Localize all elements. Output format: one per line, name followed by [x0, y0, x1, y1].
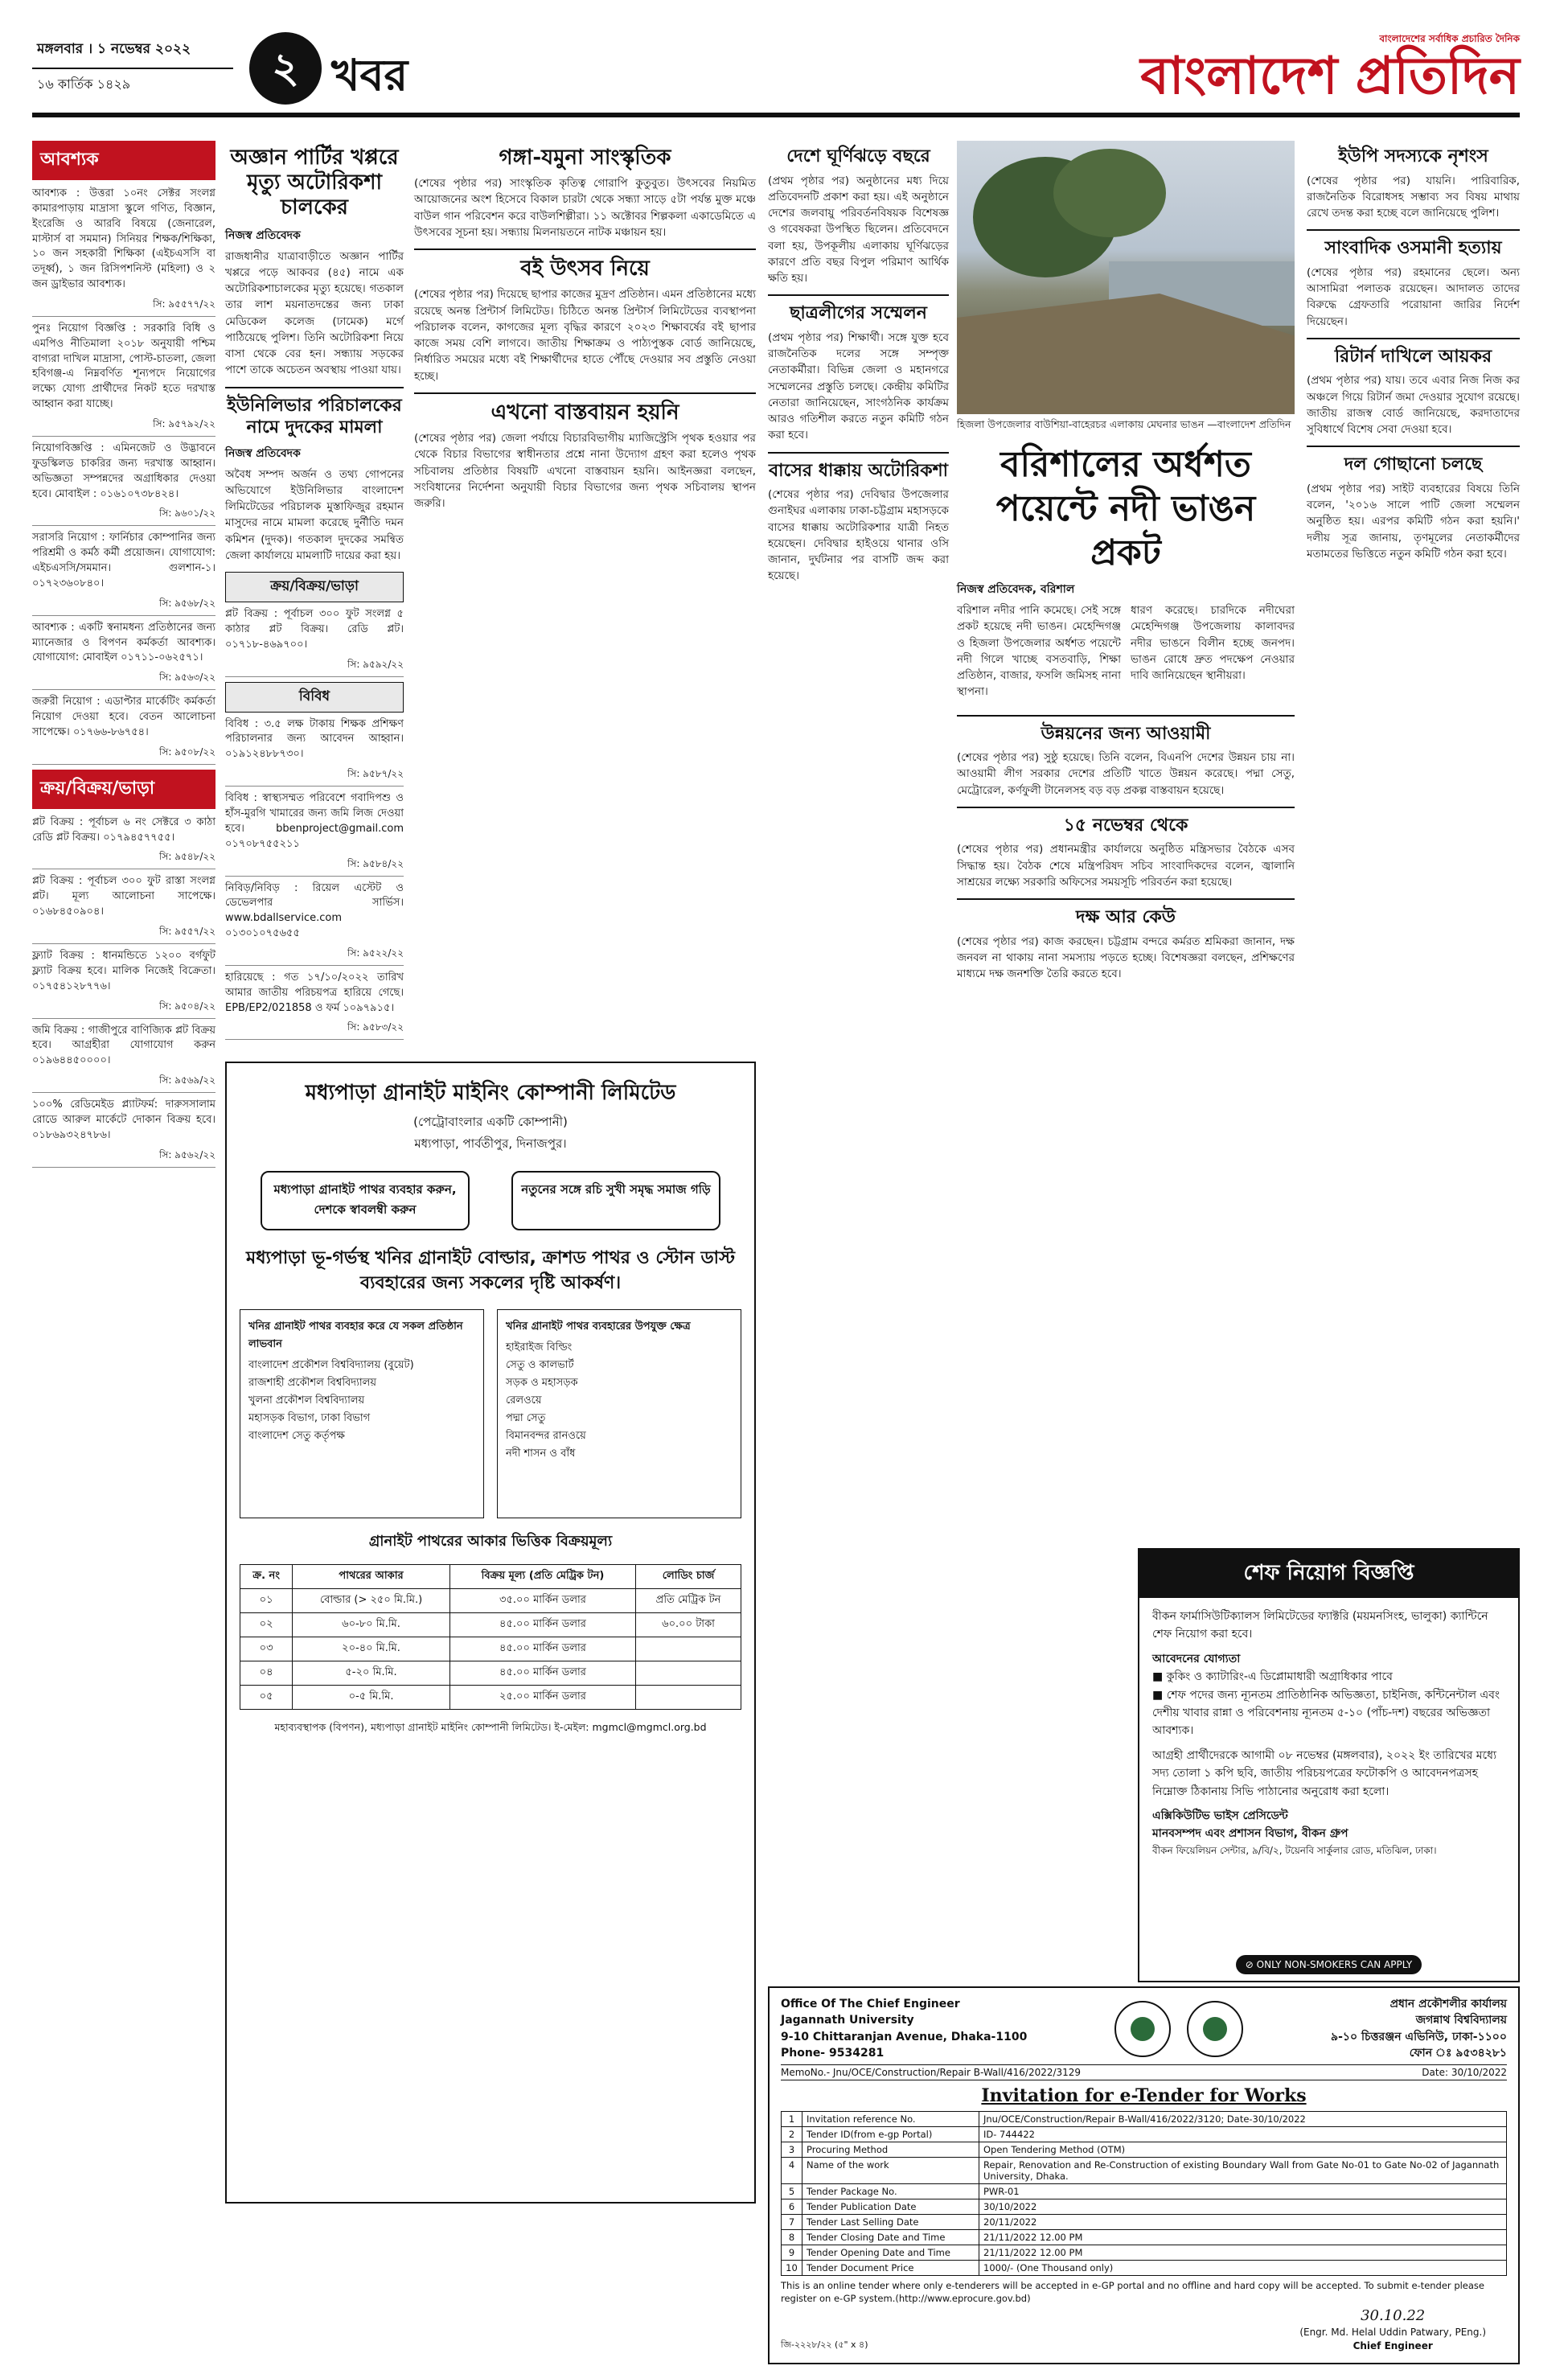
buy-sell-list: [32, 815, 215, 1168]
table-cell: ০২: [240, 1612, 293, 1637]
classified-ref: সি: ৯৫৮৪/২২: [225, 857, 404, 877]
article-body: ধারণ করেছে। চারদিকে নদীঘেরা মেহেন্দিগঞ্জ উপজেলায় কালাবদর নদীর ভাঙনে বিলীন হচ্ছে জনপদ। ভাঙন রোধে দ্রুত পদক্ষেপ নেওয়ার দাবি জানিয়েছেন স্থানীয়রা।: [1131, 604, 1295, 682]
headline-barishal: বরিশালের অর্ধশত পয়েন্টে নদী ভাঙন প্রকট: [995, 444, 1256, 573]
ad-footer: মহাব্যবস্থাপক (বিপণন), মধ্যপাড়া গ্রানাইট মাইনিং কোম্পানী লিমিটেড। ই-মেইল: mgmcl@mgmcl.org.bd: [274, 1720, 707, 1733]
issue-date-bangla: ১৬ কার্তিক ১৪২৯: [32, 68, 233, 95]
headline-tax: রিটার্ন দাখিলে আয়কর: [1334, 345, 1492, 367]
headline-up-member: ইউপি সদস্যকে নৃশংস: [1338, 146, 1488, 166]
classified-list: [32, 187, 215, 765]
classified-ref: সি: ৯৬০১/২২: [32, 507, 215, 526]
divider: [1307, 229, 1520, 231]
classified-ref: সি: ৯৫৮৭/২২: [225, 767, 404, 787]
list-item: বাংলাদেশ প্রকৌশল বিশ্ববিদ্যালয় (বুয়েট): [248, 1358, 414, 1371]
signature-block: [1299, 2306, 1486, 2353]
qualification-text: কুকিং ও ক্যাটারিং-এ ডিপ্লোমাধারী অগ্রাধিকার পাবে: [1166, 1670, 1393, 1684]
headline-students: ছাত্রলীগের সম্মেলন: [790, 302, 927, 324]
headline-autorickshaw: অজ্ঞান পার্টির খপ্পরে মৃত্যু অটোরিকশা চালকের: [230, 146, 399, 220]
classified-ref: সি: ৯৫৬৮/২২: [32, 597, 215, 616]
classified-ref: সি: ৯৫৬৩/২২: [32, 671, 215, 690]
headline-ganga: গঙ্গা-যমুনা সাংস্কৃতিক: [499, 146, 671, 170]
news-column-4: [768, 141, 949, 593]
list-item: সড়ক ও মহাসড়ক: [506, 1376, 578, 1389]
classified-item: হারিয়েছে : গত ১৭/১০/২০২২ তারিখ আমার জাতীয় পরিচয়পত্র হারিয়ে গেছে। EPB/EP2/021858 ও ফর্ম ১০৯৭৯১৫।: [225, 971, 404, 1014]
table-cell: ID- 744422: [979, 2127, 1507, 2142]
qualification-item: ■ শেফ পদের জন্য ন্যূনতম প্রাতিষ্ঠানিক অভিজ্ঞতা, চাইনিজ, কন্টিনেন্টাল এবং দেশীয় খাবার রান্না ও পরিবেশনায় ন্যূনতম ৫-১০ (পাঁচ-দশ) বছরের অভিজ্ঞতা আবশ্যক।: [1152, 1688, 1500, 1738]
classified-item: বিবিধ : স্বাস্থ্যসম্মত পরিবেশে গবাদিপশু ও হাঁস-মুরগি খামারের জন্য জমি লিজ দেওয়া হবে। bbenproject@gmail.com ০১৭০৮৭৫৫২১১: [225, 792, 404, 850]
university-seal-icon: [1114, 2001, 1171, 2057]
news-column-6: [1307, 141, 1520, 570]
table-cell: PWR-01: [979, 2184, 1507, 2199]
classified-ref: সি: ৯৫৫৭৭/২২: [32, 298, 215, 317]
table-cell: ২০-৪০ মি.মি.: [293, 1637, 450, 1661]
news-column-5: [957, 141, 1295, 990]
article-body: (শেষের পৃষ্ঠার পর) যায়নি। পারিবারিক, রাজনৈতিক বিরোধসহ সম্ভাব্য সব বিষয় মাথায় রেখে তদন্ত করা হচ্ছে বলে জানিয়েছে পুলিশ।: [1307, 174, 1520, 220]
article-body: (শেষের পৃষ্ঠার পর) প্রধানমন্ত্রীর কার্যালয়ে অনুষ্ঠিত মন্ত্রিসভার বৈঠকে এসব সিদ্ধান্ত হয়। বৈঠক শেষে মন্ত্রিপরিষদ সচিব সাংবাদিকদের বলেন, জ্বালানি সাশ্রয়ের লক্ষ্যে সরকারি অফিসের সময়সূচি পরিবর্তন করা হয়েছে।: [957, 843, 1295, 889]
headline-unilever: ইউনিলিভার পরিচালকের নামে দুদকের মামলা: [227, 394, 402, 438]
signer-title: Chief Engineer: [1353, 2340, 1433, 2352]
divider: [957, 807, 1295, 808]
ad-slogans: [240, 1171, 741, 1230]
table-cell: 21/11/2022 12.00 PM: [979, 2230, 1507, 2245]
tender-title: Invitation for e-Tender for Works: [981, 2085, 1307, 2107]
table-cell: Open Tendering Method (OTM): [979, 2142, 1507, 2158]
table-header-row: [240, 1564, 741, 1588]
divider: [1307, 446, 1520, 447]
table-cell: ৬০.০০ টাকা: [636, 1612, 741, 1637]
ad-list-uses: [497, 1309, 741, 1518]
article-body: (শেষের পৃষ্ঠার পর) জেলা পর্যায়ে বিচারবিভাগীয় ম্যাজিস্ট্রেসি পৃথক হওয়ার পর থেকে বিচার বিভাগের স্বাধীনতার প্রশ্নে নানা উদ্যোগ গ্রহণ করা হলেও পৃথক সচিবালয় প্রতিষ্ঠার বিষয়টি এখনো বাস্তবায়ন হয়নি। আইনজ্ঞরা বলছেন, সংবিধানের নির্দেশনা অনুযায়ী বিচার বিভাগের জন্য পৃথক সচিবালয় স্থাপন জরুরি।: [414, 432, 756, 511]
table-cell: Invitation reference No.: [802, 2112, 979, 2127]
chef-ad-heading: শেফ নিয়োগ বিজ্ঞপ্তি: [1139, 1550, 1518, 1598]
office-line: ফোন ঃ ৯৫৩৪২৮১: [1409, 2046, 1507, 2060]
classifieds-heading: আবশ্যক: [32, 141, 215, 180]
news-column-3: [414, 141, 756, 520]
byline: নিজস্ব প্রতিবেদক: [225, 228, 301, 242]
classified-item: প্লট বিক্রয় : পূর্বাচল ৩০০ ফুট সংলগ্ন ৫ কাঠার প্লট বিক্রয়। রেডি প্লট। ০১৭১৮-৪৬৯৭০০।: [225, 608, 404, 651]
price-table: [240, 1564, 741, 1710]
classified-ref: সি: ৯৫২২/২২: [225, 947, 404, 966]
byline: নিজস্ব প্রতিবেদক, বরিশাল: [957, 583, 1075, 596]
table-cell: ০-৫ মি.মি.: [293, 1685, 450, 1709]
masthead-rule: [32, 113, 1520, 117]
table-cell: [636, 1661, 741, 1685]
table-cell: ৫-২০ মি.মি.: [293, 1661, 450, 1685]
article-body: (শেষের পৃষ্ঠার পর) সাংস্কৃতিক কৃতিত্ব গোরাপি কুতুবুত। উৎসবের নিয়মিত আয়োজনের অংশ হিসেবে বিকাল চারটা থেকে সন্ধ্যা সাড়ে ৫টা পর্যন্ত মুক্ত মঞ্চে বাউল গান পরিবেশন করে বাউলশিল্পীরা। ১১ অক্টোবর শিল্পকলা একাডেমিতে এ উৎসবের সূচনা হয়। সন্ধ্যায় মিলনায়তনে নাটক মঞ্চায়ন হয়।: [414, 177, 756, 239]
table-row: [782, 2245, 1507, 2261]
price-table-title: গ্রানাইট পাথরের আকার ভিত্তিক বিক্রয়মূল্য: [368, 1532, 613, 1550]
table-cell: 4: [782, 2158, 802, 2184]
office-line: ৯-১০ চিত্তরঞ্জন এভিনিউ, ঢাকা-১১০০: [1331, 2030, 1507, 2043]
table-cell: Repair, Renovation and Re-Construction of existing Boundary Wall from Gate No-01 to Gate No-02 of Jagannath University, Dhaka.: [979, 2158, 1507, 2184]
table-cell: 20/11/2022: [979, 2215, 1507, 2230]
qualification-item: ■ কুকিং ও ক্যাটারিং-এ ডিপ্লোমাধারী অগ্রাধিকার পাবে: [1152, 1670, 1393, 1684]
article-columns: [957, 602, 1295, 709]
table-header: পাথরের আকার: [293, 1564, 450, 1588]
divider: [768, 452, 949, 454]
table-row: [782, 2142, 1507, 2158]
table-row: [782, 2230, 1507, 2245]
office-line: Office Of The Chief Engineer: [781, 1998, 960, 2011]
office-bangla: [1331, 1996, 1507, 2061]
table-cell: ২৫.০০ মার্কিন ডলার: [449, 1685, 635, 1709]
article-body: (প্রথম পৃষ্ঠার পর) শিক্ষার্থী। সঙ্গে যুক্ত হবে রাজনৈতিক দলের সঙ্গে সম্পৃক্ত নেতাকর্মীরা। বিভিন্ন জেলা ও মহানগরে সম্মেলনের প্রস্তুতি চলছে। কেন্দ্রীয় কমিটির নেতারা জানিয়েছেন, সাংগঠনিক কার্যক্রম আরও গতিশীল করতে নতুন কমিটি গঠন করা হবে।: [768, 331, 949, 442]
table-cell: ০৩: [240, 1637, 293, 1661]
list-item: রাজশাহী প্রকৌশল বিশ্ববিদ্যালয়: [248, 1376, 376, 1389]
table-row: [782, 2112, 1507, 2127]
classified-item: ফ্ল্যাট বিক্রয় : ধানমন্ডিতে ১২০০ বর্গফুট ফ্ল্যাট বিক্রয় হবে। মালিক নিজেই বিক্রেতা। ০১৭৫৪১২৮৭৭৬।: [32, 950, 215, 992]
classified-ref: সি: ৯৫০৮/২২: [32, 745, 215, 765]
tender-header: [781, 1996, 1507, 2061]
classified-ref: সি: ৯৫৬৯/২২: [32, 1074, 215, 1093]
table-row: [782, 2215, 1507, 2230]
table-row: [782, 2184, 1507, 2199]
tender-note: This is an online tender where only e-tenderers will be accepted in e-GP portal and no offline and hard copy will be accepted. To submit e-tender please register on e-GP system.(http://www.eprocure.gov.bd): [781, 2280, 1484, 2305]
list-item: হাইরাইজ বিল্ডিং: [506, 1341, 573, 1353]
table-cell: ৪৫.০০ মার্কিন ডলার: [449, 1661, 635, 1685]
classified-item: নিবিড়/নিবিড় : রিয়েল এস্টেট ও ডেভেলপার সার্ভিস। www.bdallservice.com ০১৩০১০৭৫৬৫৫: [225, 881, 404, 940]
table-cell: Tender Last Selling Date: [802, 2215, 979, 2230]
ad-slogan: নতুনের সঙ্গে রচি সুখী সমৃদ্ধ সমাজ গড়ি: [511, 1171, 720, 1230]
headline-awami: উন্নয়নের জন্য আওয়ামী: [1041, 722, 1211, 744]
logo-tagline: বাংলাদেশের সর্বাধিক প্রচারিত দৈনিক: [1379, 33, 1520, 44]
table-cell: Name of the work: [802, 2158, 979, 2184]
classified-item: জমি বিক্রয় : গাজীপুরে বাণিজ্যিক প্লট বিক্রয় হবে। আগ্রহীরা যোগাযোগ করুন ০১৯৬৪৪৫০০০০।: [32, 1024, 215, 1067]
page-number: ২: [249, 32, 322, 105]
office-line: Phone- 9534281: [781, 2046, 885, 2060]
table-cell: ০৫: [240, 1685, 293, 1709]
article-body: (প্রথম পৃষ্ঠার পর) সাইট ব্যবহারের বিষয়ে তিনি বলেন, '২০১৬ সালে পাটি জেলা সম্মেলন অনুষ্ঠিত হয়। এরপর কমিটি গঠন করা হয়নি।' দলীয় সূত্র জানায়, তৃণমূলের নেতাকর্মীদের মতামতের ভিত্তিতে নতুন কমিটি গঠন করা হবে।: [1307, 482, 1520, 561]
article-body: রাজধানীর যাত্রাবাড়ীতে অজ্ঞান পার্টির খপ্পরে পড়ে আকবর (৪৫) নামে এক অটোরিকশাচালকের মৃত্যু হয়েছে। গতকাল তার লাশ ময়নাতদন্তের জন্য ঢাকা মেডিকেল কলেজ (ঢামেক) মর্গে পাঠিয়েছে পুলিশ। তিনি অটোরিকশা নিয়ে বাসা থেকে বের হন। সন্ধ্যায় সড়কের পাশে তাকে অচেতন অবস্থায় পাওয়া যায়।: [225, 249, 404, 377]
table-cell: 5: [782, 2184, 802, 2199]
river-erosion-photo: [957, 141, 1295, 414]
list-item: সেতু ও কালভার্ট: [506, 1358, 574, 1371]
list-item: বাংলাদেশ সেতু কর্তৃপক্ষ: [248, 1430, 345, 1443]
table-cell: 8: [782, 2230, 802, 2245]
ad-company-name: মধ্যপাড়া গ্রানাইট মাইনিং কোম্পানী লিমিটেড: [305, 1081, 676, 1105]
classified-ref: সি: ৯৫০৪/২২: [32, 1000, 215, 1019]
article-body: (শেষের পৃষ্ঠার পর) দিয়েছে ছাপার কাজের মুদ্রণ প্রতিষ্ঠান। এমন প্রতিষ্ঠানের মধ্যে রয়েছে অনন্ত প্রিন্টার্স লিমিটেড। চিঠিতে অনন্ত প্রিন্টার্স লিমিটেডের ব্যবস্থাপনা পরিচালক বলেন, কাগজের মূল্য বৃদ্ধির কারণে ২০২৩ শিক্ষাবর্ষের বই ছাপার কাজে সময় বেশি লাগবে। জাতীয় শিক্ষাক্রম ও পাঠ্যপুস্তক বোর্ড জানিয়েছে, নির্ধারিত সময়ের মধ্যে বই শিক্ষার্থীদের হাতে পৌঁছে দেওয়ার সব প্রস্তুতি নেওয়া হচ্ছে।: [414, 288, 756, 383]
classified-ref: সি: ৯৫৪৮/২২: [32, 850, 215, 869]
photo-caption: হিজলা উপজেলার বাউশিয়া-বাহেরচর এলাকায় মেঘনার ভাঙন —বাংলাদেশ প্রতিদিন: [957, 418, 1291, 430]
address: বীকন ফিয়েলিয়ন সেন্টার, ৯/বি/২, টয়েনবি সার্কুলার রোড, মতিঝিল, ঢাকা।: [1152, 1844, 1437, 1856]
headline-bus: বাসের ধাক্কায় অটোরিকশা: [768, 459, 949, 481]
table-cell: প্রতি মেট্রিক টন: [636, 1588, 741, 1612]
non-smoker-badge: ⊘ ONLY NON-SMOKERS CAN APPLY: [1236, 1955, 1422, 1974]
divider: [957, 715, 1295, 717]
divider: [414, 248, 756, 250]
qualification-heading: আবেদনের যোগ্যতা: [1152, 1652, 1241, 1665]
ad-company-address: মধ্যপাড়া, পার্বতীপুর, দিনাজপুর।: [414, 1136, 567, 1151]
table-cell: 1000/- (One Thousand only): [979, 2261, 1507, 2276]
ad-slogan: মধ্যপাড়া গ্রানাইট পাথর ব্যবহার করুন, দেশকে স্বাবলম্বী করুন: [261, 1171, 470, 1230]
table-cell: 1: [782, 2112, 802, 2127]
table-row: [240, 1588, 741, 1612]
table-cell: 30/10/2022: [979, 2199, 1507, 2215]
badge-text: ONLY NON-SMOKERS CAN APPLY: [1256, 1959, 1413, 1970]
classified-item: প্লট বিক্রয় : পূর্বাচল ৬ নং সেক্টরে ৩ কাঠা রেডি প্লট বিক্রয়। ০১৭৯৪৫৭৭৫৫।: [32, 815, 215, 844]
ad-list-institutions: [240, 1309, 484, 1518]
classified-item: আবশ্যক : একটি স্বনামধন্য প্রতিষ্ঠানের জন্য ম্যানেজার ও বিপণন কর্মকর্তা আবশ্যক। যোগাযোগ: মোবাইল ০১৭১১-০৬২৫৭১।: [32, 621, 215, 664]
memo-line: [781, 2064, 1507, 2080]
headline-skilled: দক্ষ আর কেউ: [1076, 906, 1176, 927]
classified-item: নিয়োগবিজ্ঞপ্তি : এমিনজেট ও উদ্ভাবনে ফুডস্কিলড চাকরির জন্য দরখাস্ত আহ্বান। অভিজ্ঞতা সম্পন্নদের অগ্রাধিকার দেওয়া হবে। মোবাইল : ০১৬১০৭৩৮৪২৪।: [32, 442, 215, 500]
news-column-2: [225, 141, 404, 1045]
mujib-year-logo-icon: [1187, 2001, 1243, 2057]
list-item: খুলনা প্রকৌশল বিশ্ববিদ্যালয়: [248, 1394, 365, 1407]
divider: [1307, 338, 1520, 339]
headline-journalist: সাংবাদিক ওসমানী হত্যায়: [1324, 237, 1502, 259]
ad-lists: [240, 1309, 741, 1518]
memo-date: Date: 30/10/2022: [1422, 2067, 1507, 2079]
divider: [768, 294, 949, 296]
list-item: বিমানবন্দর রানওয়ে: [506, 1430, 586, 1443]
headline-books: বই উৎসব নিয়ে: [520, 257, 650, 281]
chef-recruitment-ad: [1138, 1548, 1520, 1982]
list-title: খনির গ্রানাইট পাথর ব্যবহার করে যে সকল প্রতিষ্ঠান লাভবান: [248, 1320, 463, 1350]
table-cell: 9: [782, 2245, 802, 2261]
table-header: বিক্রয় মূল্য (প্রতি মেট্রিক টন): [449, 1564, 635, 1588]
classified-ref: সি: ৯৫৭৯২/২২: [32, 417, 215, 437]
classified-item: পুনঃ নিয়োগ বিজ্ঞপ্তি : সরকারি বিধি ও এমপিও নীতিমালা ২০১৮ অনুযায়ী পশ্চিম বাগ্যরা দাখিল মাদ্রাসা, পোস্ট-চাতলা, জেলা হবিগঞ্জ-এ নিম্নবর্ণিত শূন্যপদে নিয়োগের লক্ষ্যে যোগ্য প্রার্থীদের নিকট হতে দরখাস্ত আহ্বান করা যাচ্ছে।: [32, 322, 215, 411]
list-item: মহাসড়ক বিভাগ, ঢাকা বিভাগ: [248, 1412, 371, 1425]
signer-name: (Engr. Md. Helal Uddin Patwary, PEng.): [1299, 2327, 1486, 2339]
article-body: (প্রথম পৃষ্ঠার পর) অনুষ্ঠানের মধ্য দিয়ে প্রতিবেদনটি প্রকাশ করা হয়। এই অনুষ্ঠানে দেশের জলবায়ু পরিবর্তনবিষয়ক বিশেষজ্ঞ ও গবেষকরা উপস্থিত ছিলেন। প্রতিবেদনে বলা হয়, উপকূলীয় এলাকায় ঘূর্ণিঝড়ের কারণে প্রতি বছর বিপুল পরিমাণ আর্থিক ক্ষতি হয়।: [768, 174, 949, 285]
seals: [1106, 1996, 1251, 2061]
table-row: [240, 1685, 741, 1709]
apply-instructions: আগ্রহী প্রার্থীদেরকে আগামী ০৮ নভেম্বর (মঙ্গলবার), ২০২২ ইং তারিখের মধ্যে সদ্য তোলা ১ কপি ছবি, জাতীয় পরিচয়পত্রের ফটোকপি ও আবেদনপত্রসহ নিম্নোক্ত ঠিকানায় সিভি পাঠানোর অনুরোধ করা হলো।: [1152, 1748, 1497, 1798]
table-cell: [636, 1637, 741, 1661]
newspaper-logo: [1069, 33, 1520, 106]
article-body: (প্রথম পৃষ্ঠার পর) যায়। তবে এবার নিজ নিজ কর অঞ্চলে গিয়ে রিটার্ন জমা দেওয়ার সুযোগ রয়েছে। জাতীয় রাজস্ব বোর্ড জানিয়েছে, করদাতাদের সুবিধার্থে বিশেষ সেবা দেওয়া হবে।: [1307, 374, 1520, 436]
article-body: (শেষের পৃষ্ঠার পর) রহমানের ছেলে। অন্য আসামিরা পলাতক রয়েছেন। আদালত তাদের বিরুদ্ধে গ্রেফতারি পরোয়ানা জারির নির্দেশ দিয়েছেন।: [1307, 265, 1520, 328]
chef-ad-intro: বীকন ফার্মাসিউটিক্যালস লিমিটেডের ফ্যাক্টরি (ময়মনসিংহ, ভালুকা) ক্যান্টিনে শেফ নিয়োগ করা হবে।: [1152, 1610, 1488, 1641]
classified-ref: সি: ৯৫৯২/২২: [225, 658, 404, 677]
office-line: 9-10 Chittaranjan Avenue, Dhaka-1100: [781, 2030, 1028, 2043]
office-line: Jagannath University: [781, 2014, 914, 2027]
table-cell: ০৪: [240, 1661, 293, 1685]
divider: [414, 392, 756, 394]
classified-item: জরুরী নিয়োগ : এডাপ্টার মার্কেটিং কর্মকর্তা নিয়োগ দেওয়া হবে। বেতন আলোচনা সাপেক্ষে। ০১৭৬৬-৮৬৭৫৪।: [32, 696, 215, 738]
office-english: [781, 1996, 1027, 2061]
list-item: পদ্মা সেতু: [506, 1412, 546, 1425]
classified-ref: সি: ৯৫৮৩/২২: [225, 1021, 404, 1040]
tender-table: [781, 2111, 1507, 2276]
office-line: প্রধান প্রকৌশলীর কার্যালয়: [1389, 1998, 1507, 2011]
table-cell: Tender Document Price: [802, 2261, 979, 2276]
office-line: জগন্নাথ বিশ্ববিদ্যালয়: [1415, 2014, 1507, 2027]
headline-cyclone: দেশে ঘূর্ণিঝড়ে বছরে: [786, 146, 930, 166]
table-row: [240, 1612, 741, 1637]
table-cell: বোল্ডার (> ২৫০ মি.মি.): [293, 1588, 450, 1612]
table-cell: Tender Opening Date and Time: [802, 2245, 979, 2261]
table-cell: 7: [782, 2215, 802, 2230]
table-cell: ৩৫.০০ মার্কিন ডলার: [449, 1588, 635, 1612]
table-row: [240, 1661, 741, 1685]
section-title: খবর: [331, 50, 408, 101]
signature: 30.10.22: [1361, 2307, 1426, 2325]
misc-heading: বিবিধ: [225, 682, 404, 713]
table-cell: ০১: [240, 1588, 293, 1612]
tree-shape: [1053, 149, 1166, 237]
ad-call-to-action: মধ্যপাড়া ভূ-গর্ভস্থ খনির গ্রানাইট বোল্ডার, ক্রাশড পাথর ও স্টোন ডাস্ট ব্যবহারের জন্য সকলের দৃষ্টি আকর্ষণ।: [245, 1248, 735, 1293]
table-cell: 6: [782, 2199, 802, 2215]
tender-notice: [768, 1986, 1520, 2364]
table-row: [782, 2261, 1507, 2276]
article-body: অবৈধ সম্পদ অর্জন ও তথ্য গোপনের অভিযোগে ইউনিলিভার বাংলাদেশ লিমিটেডের পরিচালক মুস্তাফিজুর রহমান মাসুদের নামে মামলা করেছে দুর্নীতি দমন কমিশন (দুদক)। গতকাল দুদকের সমন্বিত জেলা কার্যালয়ে মামলাটি দায়ের করা হয়।: [225, 467, 404, 562]
classified-item: সরাসরি নিয়োগ : ফার্নিচার কোম্পানির জন্য পরিশ্রমী ও কর্মঠ কর্মী প্রয়োজন। যোগাযোগ: এইচএসসি/সমমান। গুলশান-১। ০১৭২৩৬০৮৪০।: [32, 532, 215, 589]
table-cell: Procuring Method: [802, 2142, 979, 2158]
article-body: বরিশাল নদীর পানি কমেছে। সেই সঙ্গে প্রকট হয়েছে নদী ভাঙন। মেহেন্দিগঞ্জ ও হিজলা উপজেলার অর্ধশত পয়েন্টে নদী গিলে খাচ্ছে বসতবাড়ি, শিক্ষা প্রতিষ্ঠান, বাজার, ফসলি জমিসহ নানা স্থাপনা।: [957, 604, 1121, 699]
signatory: এক্সিকিউটিভ ভাইস প্রেসিডেন্ট: [1152, 1809, 1288, 1822]
divider: [225, 387, 404, 388]
article-body: (শেষের পৃষ্ঠার পর) কাজ করছেন। চট্টগ্রাম বন্দরে কর্মরত শ্রমিকরা জানান, দক্ষ জনবল না থাকায় নানা সমস্যায় পড়তে হচ্ছে। বিশেষজ্ঞরা বলছেন, প্রশিক্ষণের মাধ্যমে দক্ষ জনশক্তি তৈরি করতে হবে।: [957, 934, 1295, 980]
table-cell: 3: [782, 2142, 802, 2158]
issue-date: মঙ্গলবার । ১ নভেম্বর ২০২২: [37, 41, 191, 57]
headline-implementation: এখনো বাস্তবায়ন হয়নি: [491, 400, 679, 425]
table-cell: 2: [782, 2127, 802, 2142]
table-cell: ৪৫.০০ মার্কিন ডলার: [449, 1637, 635, 1661]
ad-reference: জি-২২২৮/২২ (৫" x ৪): [781, 2339, 868, 2350]
classified-item: আবশ্যক : উত্তরা ১০নং সেক্টর সংলগ্ন কামারপাড়ায় মাদ্রাসা স্কুলে গণিত, বিজ্ঞান, ইংরেজি ও আরবি বিষয়ে (জেনারেল, মাস্টার্স বা সমমান) সিনিয়র শিক্ষক/শিক্ষিকা, ১০ জন সহকারী শিক্ষিকা (এইচএসসি বা তদূর্ধ্ব), ১ জন রিসিপশনিস্ট (মহিলা) ও ২ জন ড্রাইভার আবশ্যক।: [32, 187, 215, 291]
table-row: [782, 2158, 1507, 2184]
list-item: রেলওয়ে: [506, 1394, 542, 1407]
table-cell: Jnu/OCE/Construction/Repair B-Wall/416/2022/3120; Date-30/10/2022: [979, 2112, 1507, 2127]
table-cell: Tender Publication Date: [802, 2199, 979, 2215]
article-body: (শেষের পৃষ্ঠার পর) দেবিদ্বার উপজেলার গুনাইঘর এলাকায় ঢাকা-চট্টগ্রাম মহাসড়কে বাসের ধাক্কায় অটোরিকশার যাত্রী নিহত হয়েছেন। দেবিদ্বার হাইওয়ে থানার ওসি জানান, দুর্ঘটনার পর বাসটি জব্দ করা হয়েছে।: [768, 488, 949, 583]
buy-sell-heading: ক্রয়/বিক্রয়/ভাড়া: [225, 572, 404, 602]
department: মানবসম্পদ এবং প্রশাসন বিভাগ, বীকন গ্রুপ: [1152, 1827, 1348, 1841]
table-row: [240, 1637, 741, 1661]
table-row: [782, 2199, 1507, 2215]
table-cell: ৬০-৮০ মি.মি.: [293, 1612, 450, 1637]
classified-ref: সি: ৯৫৫৭/২২: [32, 925, 215, 944]
table-cell: 10: [782, 2261, 802, 2276]
divider: [957, 898, 1295, 900]
list-title: খনির গ্রানাইট পাথর ব্যবহারের উপযুক্ত ক্ষেত্র: [506, 1320, 691, 1333]
classified-ref: সি: ৯৫৬২/২২: [32, 1148, 215, 1168]
table-cell: 21/11/2022 12.00 PM: [979, 2245, 1507, 2261]
table-cell: [636, 1685, 741, 1709]
classifieds-column: [32, 141, 215, 1173]
memo-number: MemoNo.- Jnu/OCE/Construction/Repair B-Wall/416/2022/3129: [781, 2067, 1082, 2079]
chef-ad-body: [1139, 1598, 1518, 1868]
headline-party: দল গোছানো চলছে: [1344, 454, 1483, 475]
classified-item: বিবিধ : ৩.৫ লক্ষ টাকায় শিক্ষক প্রশিক্ষণ পরিচালনার জন্য আবেদন আহ্বান। ০১৯১২৪৮৮৭৩০।: [225, 717, 404, 761]
table-cell: ৪৫.০০ মার্কিন ডলার: [449, 1612, 635, 1637]
classified-item: প্লট বিক্রয় : পূর্বাচল ৩০০ ফুট রাস্তা সংলগ্ন প্লট। মূল্য আলোচনা সাপেক্ষে। ০১৬৮৪৫০৯০৪।: [32, 875, 215, 918]
buy-sell-heading: ক্রয়/বিক্রয়/ভাড়া: [32, 770, 215, 809]
classified-item: ১০০% রেডিমেইড প্ল্যাটফর্ম: দারুসসালাম রোডে আরুল মার্কেটে দোকান বিক্রয় হবে। ০১৮৬৯৩২৪৭৮৬।: [32, 1099, 215, 1141]
table-cell: Tender Closing Date and Time: [802, 2230, 979, 2245]
byline: নিজস্ব প্রতিবেদক: [225, 446, 301, 460]
table-row: [782, 2127, 1507, 2142]
headline-nov15: ১৫ নভেম্বর থেকে: [1063, 814, 1188, 836]
table-cell: Tender Package No.: [802, 2184, 979, 2199]
article-body: (শেষের পৃষ্ঠার পর) সুষ্ঠু হয়েছে। তিনি বলেন, বিএনপি দেশের উন্নয়ন চায় না। আওয়ামী লীগ সরকার দেশের প্রতিটি খাতে উন্নয়ন করেছে। পদ্মা সেতু, মেট্রোরেল, কর্ণফুলী টানেলসহ বড় বড় প্রকল্প বাস্তবায়ন হয়েছে।: [957, 751, 1295, 797]
logo-text: বাংলাদেশ প্রতিদিন: [1140, 46, 1520, 106]
table-cell: Tender ID(from e-gp Portal): [802, 2127, 979, 2142]
masthead: [32, 32, 1520, 129]
table-header: লোডিং চার্জ: [636, 1564, 741, 1588]
ad-company-subtitle: (পেট্রোবাংলার একটি কোম্পানী): [413, 1115, 568, 1129]
list-item: নদী শাসন ও বাঁধ: [506, 1448, 576, 1460]
qualification-text: শেফ পদের জন্য ন্যূনতম প্রাতিষ্ঠানিক অভিজ্ঞতা, চাইনিজ, কন্টিনেন্টাল এবং দেশীয় খাবার রান্না ও পরিবেশনায় ন্যূনতম ৫-১০ (পাঁচ-দশ) বছরের অভিজ্ঞতা আবশ্যক।: [1152, 1688, 1500, 1738]
granite-advertisement: [225, 1062, 756, 2204]
table-header: ক্র. নং: [240, 1564, 293, 1588]
